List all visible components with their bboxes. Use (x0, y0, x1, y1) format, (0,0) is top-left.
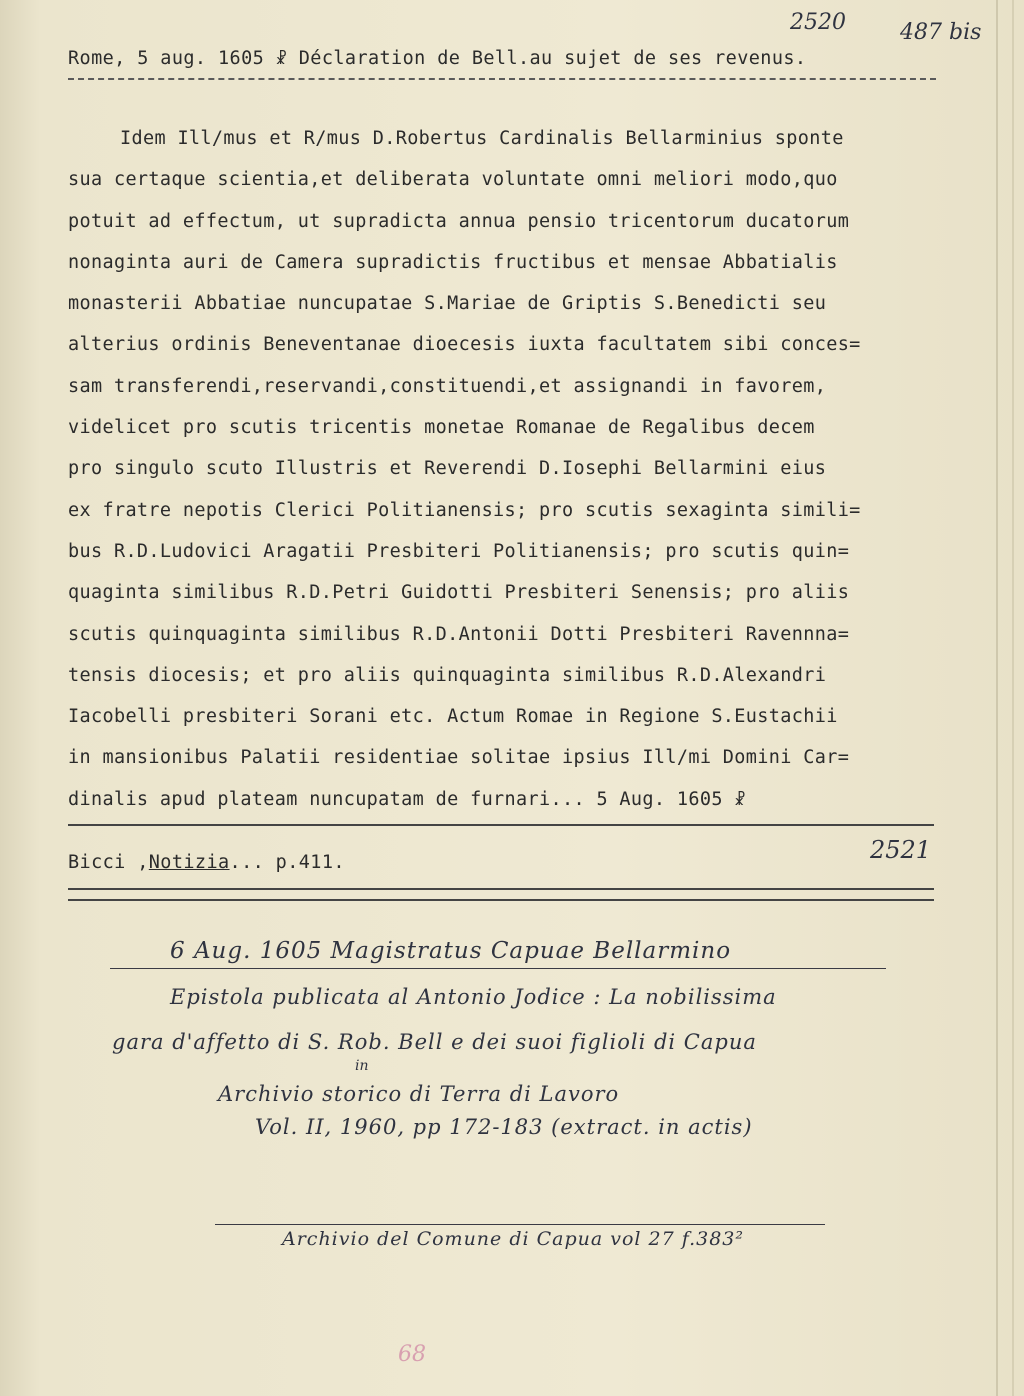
text-line: Idem Ill/mus et R/mus D.Robertus Cardinalis Bellarminius sponte (120, 128, 844, 149)
text-line: scutis quinquaginta similibus R.D.Antonii Dotti Presbiteri Ravennna= (68, 623, 850, 645)
source-reference (68, 852, 345, 873)
dashed-divider (68, 78, 936, 80)
text-line: potuit ad effectum, ut supradicta annua pensio tricentorum ducatorum (68, 210, 850, 232)
text-line: sam transferendi,reservandi,constituendi,et assignandi in favorem, (68, 375, 827, 397)
reference-prefix: Bicci , (68, 852, 149, 873)
handwritten-note-line: gara d'affetto di S. Rob. Bell e dei suoi figlioli di Capua (112, 1030, 757, 1054)
handwritten-note-line: in (355, 1058, 369, 1074)
text-line: ex fratre nepotis Clerici Politianensis; pro scutis sexaginta simili= (68, 499, 861, 521)
reference-title: Notizia (148, 852, 230, 873)
text-line: dinalis apud plateam nuncupatam de furnari... 5 Aug. 1605 ☧ (68, 788, 746, 810)
section-rule (68, 824, 934, 826)
handwritten-note-heading: 6 Aug. 1605 Magistratus Capuae Bellarmino (170, 938, 732, 964)
handwritten-catalog-number: 2520 (790, 10, 846, 35)
text-line: tensis diocesis; et pro aliis quinquaginta similibus R.D.Alexandri (68, 664, 827, 686)
handwritten-catalog-number: 2521 (870, 836, 932, 864)
text-line: quaginta similibus R.D.Petri Guidotti Presbiteri Senensis; pro aliis (68, 582, 850, 604)
text-line: bus R.D.Ludovici Aragatii Presbiteri Politianensis; pro scutis quin= (68, 540, 850, 562)
text-line: sua certaque scientia,et deliberata voluntate omni meliori modo,quo (68, 169, 838, 191)
text-line: nonaginta auri de Camera supradictis fructibus et mensae Abbatialis (68, 251, 838, 273)
handwritten-archive-reference: Archivio del Comune di Capua vol 27 f.383² (282, 1228, 745, 1250)
latin-declaration-text (68, 118, 948, 820)
text-line: in mansionibus Palatii residentiae solitae ipsius Ill/mi Domini Car= (68, 747, 850, 769)
handwritten-note-line: Vol. II, 1960, pp 172-183 (extract. in actis) (255, 1115, 753, 1139)
handwritten-folio-number: 487 bis (900, 20, 982, 45)
text-line: Iacobelli presbiteri Sorani etc. Actum Romae in Regione S.Eustachii (68, 706, 838, 728)
section-rule (68, 888, 934, 890)
text-line: alterius ordinis Beneventanae dioecesis iuxta facultatem sibi conces= (68, 334, 861, 356)
page-fold (1012, 0, 1014, 1396)
handwritten-underline (110, 968, 886, 969)
text-line: monasterii Abbatiae nuncupatae S.Mariae de Griptis S.Benedicti seu (68, 293, 827, 315)
handwritten-underline (215, 1224, 825, 1225)
handwritten-note-line: Epistola publicata al Antonio Jodice : La nobilissima (170, 985, 777, 1009)
section-rule (68, 899, 934, 901)
reference-suffix: ... p.411. (229, 852, 345, 873)
handwritten-note-line: Archivio storico di Terra di Lavoro (218, 1082, 620, 1106)
page-number: 68 (398, 1342, 426, 1367)
text-line: pro singulo scuto Illustris et Reverendi D.Iosephi Bellarmini eius (68, 458, 827, 480)
page-fold (996, 0, 998, 1396)
text-line: videlicet pro scutis tricentis monetae Romanae de Regalibus decem (68, 417, 815, 439)
document-heading: Rome, 5 aug. 1605 ☧ Déclaration de Bell.au sujet de ses revenus. (68, 48, 807, 69)
